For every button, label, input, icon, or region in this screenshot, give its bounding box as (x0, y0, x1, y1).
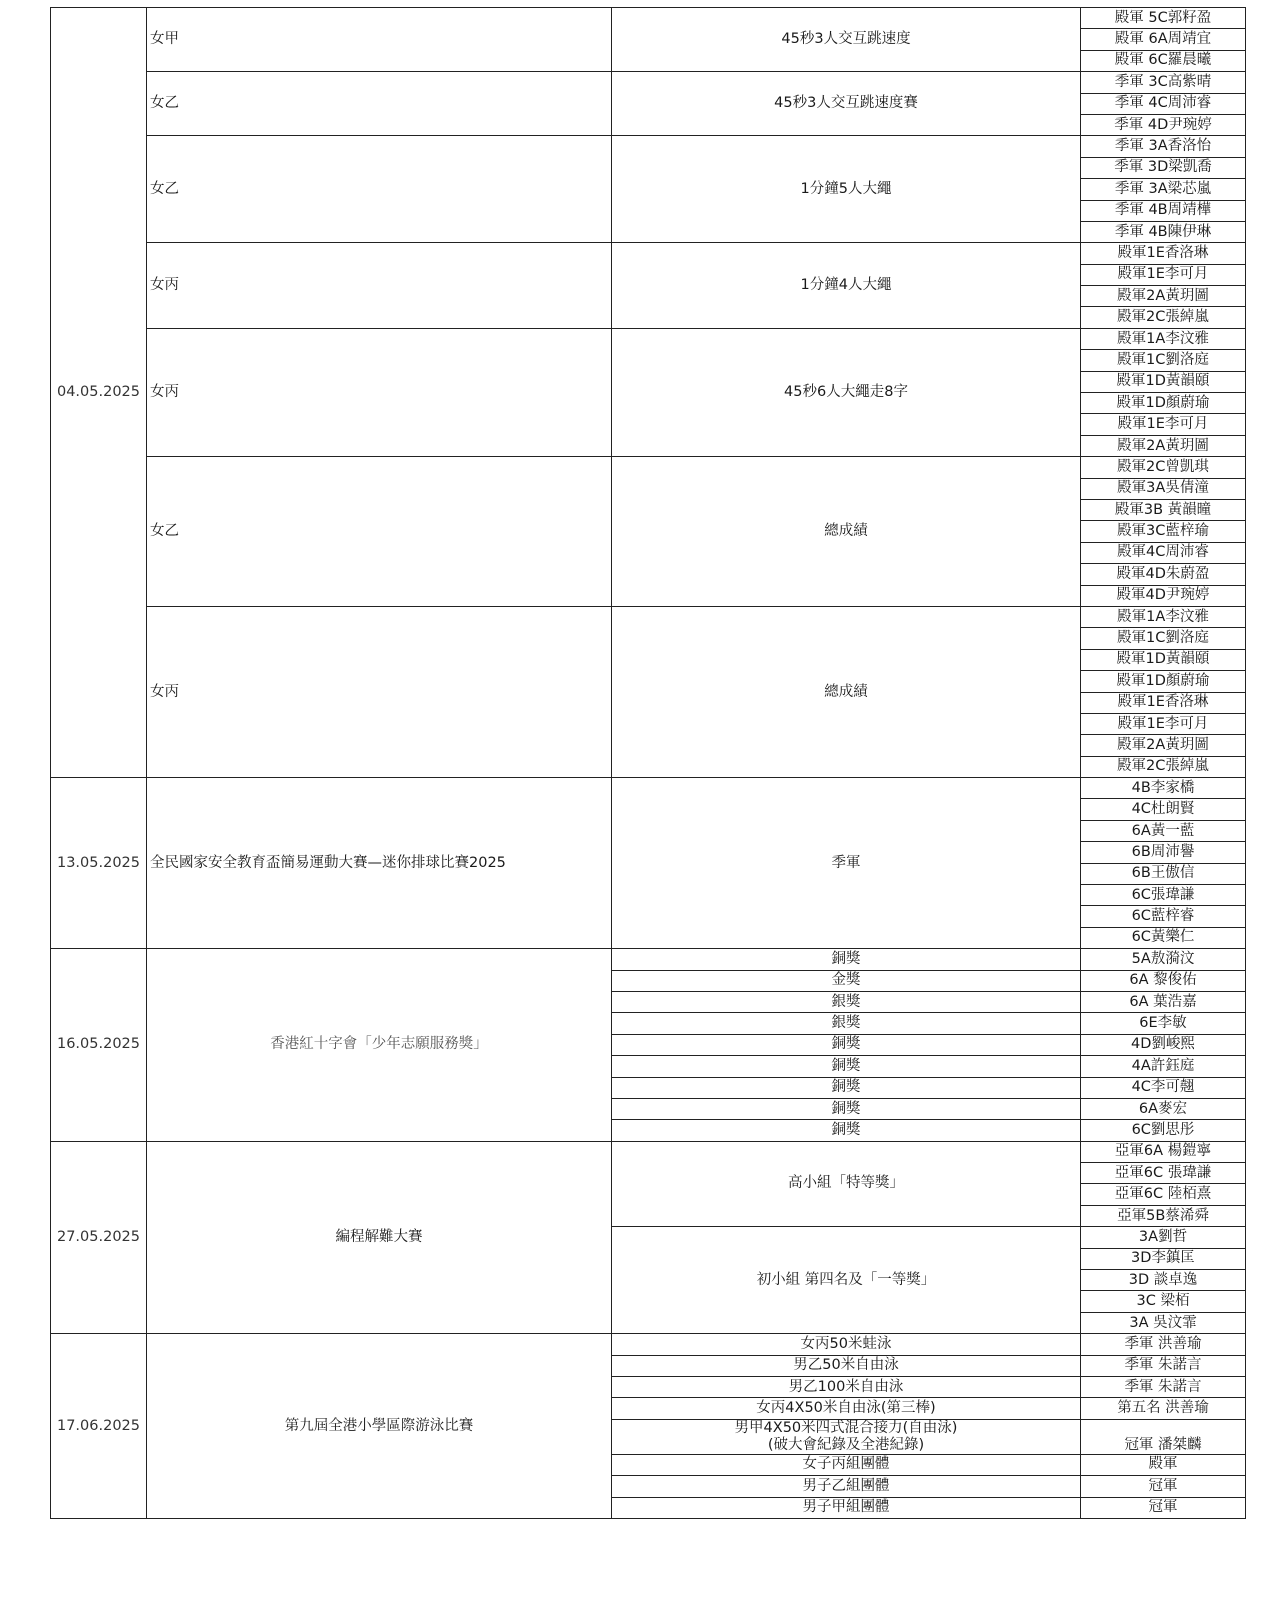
date-cell: 27.05.2025 (51, 1141, 147, 1334)
recipient-cell: 殿軍4D朱蔚盈 (1081, 564, 1246, 585)
recipient-cell: 3D李鎮匡 (1081, 1248, 1246, 1269)
recipient-cell: 4B李家橋 (1081, 778, 1246, 799)
recipient-cell: 殿軍1E香洛琳 (1081, 692, 1246, 713)
recipient-cell: 季軍 3A梁芯嵐 (1081, 179, 1246, 200)
recipient-cell: 6B王傲信 (1081, 863, 1246, 884)
recipient-cell: 4A許鈺庭 (1081, 1056, 1246, 1077)
recipient-cell: 殿軍2C張綽嵐 (1081, 307, 1246, 328)
recipient-cell: 第五名 洪善瑜 (1081, 1398, 1246, 1419)
item-cell: 男子甲組團體 (612, 1497, 1081, 1518)
table-row (51, 136, 1246, 157)
date-cell: 13.05.2025 (51, 778, 147, 949)
date-cell: 04.05.2025 (51, 8, 147, 778)
recipient-cell: 殿軍1C劉洛庭 (1081, 628, 1246, 649)
recipient-cell: 亞軍6A 楊鎧寧 (1081, 1141, 1246, 1162)
recipient-cell: 殿軍2C曾凱琪 (1081, 457, 1246, 478)
recipient-cell: 6A麥宏 (1081, 1098, 1246, 1119)
recipient-cell: 3C 梁栢 (1081, 1291, 1246, 1312)
event-cell: 女乙 (147, 136, 612, 243)
recipient-cell: 季軍 3C高紫晴 (1081, 72, 1246, 93)
item-cell: 女子丙組團體 (612, 1454, 1081, 1475)
recipient-cell: 殿軍2A黃玥圖 (1081, 286, 1246, 307)
item-cell: 45秒6人大繩走8字 (612, 328, 1081, 456)
recipient-cell: 殿軍 5C郭籽盈 (1081, 8, 1246, 29)
event-cell: 第九屆全港小學區際游泳比賽 (147, 1334, 612, 1519)
date-cell: 17.06.2025 (51, 1334, 147, 1519)
recipient-cell: 殿軍1D顏蔚瑜 (1081, 671, 1246, 692)
recipient-cell: 冠軍 (1081, 1497, 1246, 1518)
item-cell: 45秒3人交互跳速度賽 (612, 72, 1081, 136)
table-row (51, 949, 1246, 970)
item-cell: 銅獎 (612, 1098, 1081, 1119)
recipient-cell: 季軍 4C周沛睿 (1081, 93, 1246, 114)
recipient-cell: 殿軍1D黃韻頤 (1081, 649, 1246, 670)
recipient-cell: 6E李敏 (1081, 1013, 1246, 1034)
item-cell: 銅獎 (612, 1077, 1081, 1098)
recipient-cell: 4C杜朗賢 (1081, 799, 1246, 820)
recipient-cell: 殿軍4D尹琬婷 (1081, 585, 1246, 606)
table-row (51, 72, 1246, 93)
item-cell: 銅獎 (612, 949, 1081, 970)
recipient-cell: 殿軍 6C羅晨曦 (1081, 50, 1246, 71)
recipient-cell: 6B周沛譽 (1081, 842, 1246, 863)
table-row (51, 1141, 1246, 1162)
table-row (51, 457, 1246, 478)
recipient-cell: 4C李可翹 (1081, 1077, 1246, 1098)
recipient-cell: 殿軍3A吳倩潼 (1081, 478, 1246, 499)
table-row (51, 8, 1246, 29)
recipient-cell: 殿軍1D黃韻頤 (1081, 371, 1246, 392)
recipient-cell: 殿軍1E李可月 (1081, 414, 1246, 435)
recipient-cell: 6C黃樂仁 (1081, 927, 1246, 948)
recipient-cell: 殿軍1A李汶雅 (1081, 328, 1246, 349)
recipient-cell: 季軍 3A香洛怡 (1081, 136, 1246, 157)
recipient-cell: 季軍 4B周靖樺 (1081, 200, 1246, 221)
awards-table-body (51, 8, 1246, 1519)
table-row (51, 778, 1246, 799)
recipient-cell: 殿軍2A黃玥圖 (1081, 435, 1246, 456)
item-cell: 高小組「特等獎」 (612, 1141, 1081, 1227)
recipient-cell: 6A 葉浩嘉 (1081, 991, 1246, 1012)
recipient-cell: 殿軍3B 黃韻曈 (1081, 499, 1246, 520)
recipient-cell: 亞軍5B蔡浠舜 (1081, 1205, 1246, 1226)
awards-table (50, 7, 1246, 1519)
item-cell: 銅獎 (612, 1034, 1081, 1055)
event-cell: 女乙 (147, 72, 612, 136)
recipient-cell: 6C張瑋謙 (1081, 885, 1246, 906)
item-cell: 金獎 (612, 970, 1081, 991)
event-cell: 女丙 (147, 606, 612, 777)
recipient-cell: 4D劉峻熙 (1081, 1034, 1246, 1055)
recipient-cell: 殿軍 6A周靖宜 (1081, 29, 1246, 50)
date-cell: 16.05.2025 (51, 949, 147, 1142)
recipient-cell: 5A敖漪汶 (1081, 949, 1246, 970)
recipient-cell: 亞軍6C 陸栢熹 (1081, 1184, 1246, 1205)
recipient-cell: 6C劉思彤 (1081, 1120, 1246, 1141)
item-cell: 總成績 (612, 457, 1081, 607)
awards-sheet (50, 7, 1246, 1519)
item-cell: 1分鐘5人大繩 (612, 136, 1081, 243)
item-cell: 季軍 (612, 778, 1081, 949)
recipient-cell: 季軍 朱諾言 (1081, 1355, 1246, 1376)
event-cell: 女乙 (147, 457, 612, 607)
recipient-cell: 3A劉哲 (1081, 1227, 1246, 1248)
recipient-cell: 季軍 4B陳伊琳 (1081, 221, 1246, 242)
event-cell: 編程解難大賽 (147, 1141, 612, 1334)
recipient-cell: 季軍 4D尹琬婷 (1081, 114, 1246, 135)
item-cell: 45秒3人交互跳速度 (612, 8, 1081, 72)
recipient-cell: 冠軍 潘桀麟 (1081, 1419, 1246, 1454)
event-cell: 全民國家安全教育盃簡易運動大賽—迷你排球比賽2025 (147, 778, 612, 949)
item-cell: 男乙100米自由泳 (612, 1377, 1081, 1398)
item-cell: 銀獎 (612, 991, 1081, 1012)
table-row (51, 243, 1246, 264)
recipient-cell: 冠軍 (1081, 1476, 1246, 1497)
recipient-cell: 殿軍1A李汶雅 (1081, 606, 1246, 627)
recipient-cell: 季軍 洪善瑜 (1081, 1334, 1246, 1355)
recipient-cell: 殿軍2C張綽嵐 (1081, 756, 1246, 777)
item-cell: 1分鐘4人大繩 (612, 243, 1081, 329)
recipient-cell: 殿軍2A黃玥圖 (1081, 735, 1246, 756)
recipient-cell: 殿軍 (1081, 1454, 1246, 1475)
item-cell: 銀獎 (612, 1013, 1081, 1034)
table-row (51, 1334, 1246, 1355)
item-cell: 總成績 (612, 606, 1081, 777)
item-cell: 女丙50米蛙泳 (612, 1334, 1081, 1355)
recipient-cell: 殿軍1E李可月 (1081, 713, 1246, 734)
event-cell: 女丙 (147, 243, 612, 329)
recipient-cell: 殿軍1E李可月 (1081, 264, 1246, 285)
recipient-cell: 殿軍1C劉洛庭 (1081, 350, 1246, 371)
item-cell: 男乙50米自由泳 (612, 1355, 1081, 1376)
recipient-cell: 3A 吳汶霏 (1081, 1312, 1246, 1333)
recipient-cell: 6A黃一藍 (1081, 820, 1246, 841)
recipient-cell: 季軍 朱諾言 (1081, 1377, 1246, 1398)
recipient-cell: 殿軍1E香洛琳 (1081, 243, 1246, 264)
item-cell: 銅獎 (612, 1120, 1081, 1141)
recipient-cell: 6C藍梓睿 (1081, 906, 1246, 927)
recipient-cell: 3D 談卓逸 (1081, 1270, 1246, 1291)
item-cell: 銅獎 (612, 1056, 1081, 1077)
event-cell: 女甲 (147, 8, 612, 72)
recipient-cell: 6A 黎俊佑 (1081, 970, 1246, 991)
recipient-cell: 亞軍6C 張瑋謙 (1081, 1163, 1246, 1184)
recipient-cell: 殿軍4C周沛睿 (1081, 542, 1246, 563)
table-row (51, 606, 1246, 627)
recipient-cell: 殿軍1D顏蔚瑜 (1081, 393, 1246, 414)
recipient-cell: 季軍 3D梁凱喬 (1081, 157, 1246, 178)
event-cell: 女丙 (147, 328, 612, 456)
item-cell: 男子乙組團體 (612, 1476, 1081, 1497)
item-cell: 初小組 第四名及「一等獎」 (612, 1227, 1081, 1334)
event-cell: 香港紅十字會「少年志願服務獎」 (147, 949, 612, 1142)
item-cell: 女丙4X50米自由泳(第三棒) (612, 1398, 1081, 1419)
item-cell: 男甲4X50米四式混合接力(自由泳) (破大會紀錄及全港紀錄) (612, 1419, 1081, 1454)
recipient-cell: 殿軍3C藍梓瑜 (1081, 521, 1246, 542)
table-row (51, 328, 1246, 349)
